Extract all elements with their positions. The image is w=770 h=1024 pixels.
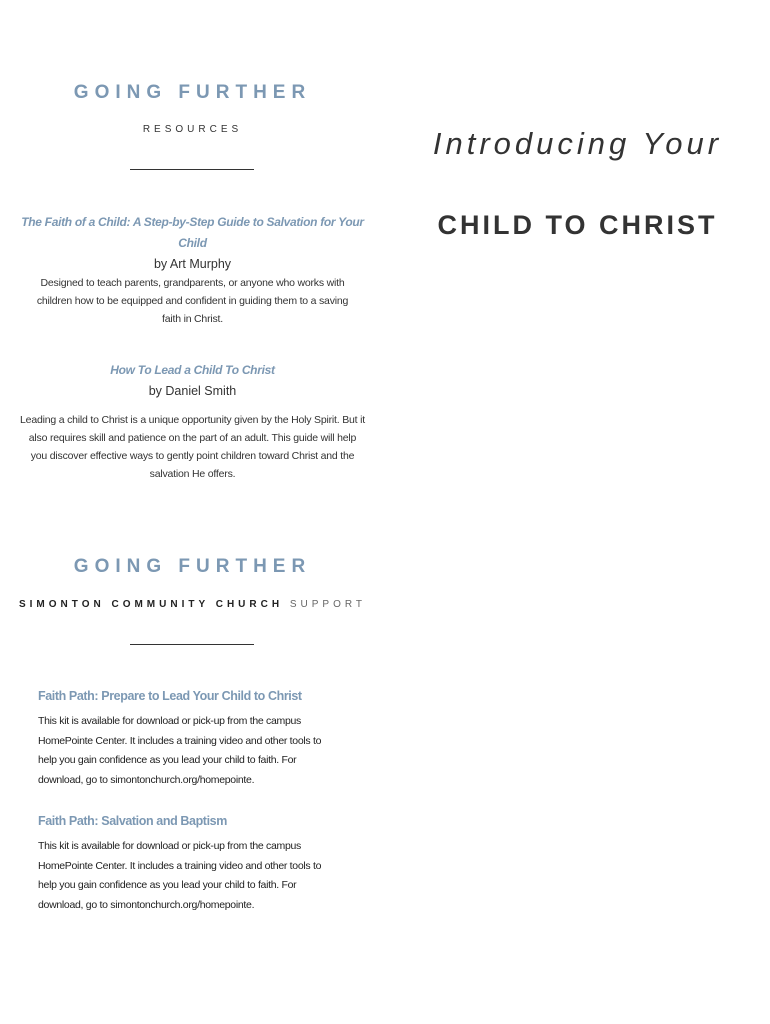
support-label: SUPPORT [289,599,367,610]
resources-divider [130,169,254,170]
support-item-title: Faith Path: Prepare to Lead Your Child to Christ [38,689,302,703]
support-heading: GOING FURTHER [73,556,312,577]
book-author: by Art Murphy [153,257,232,271]
support-item-description: This kit is available for download or pick-up from the campus HomePointe Center. It includes a training video and other tools to help you gain confidence as you lead your child to faith. For download, go to simontonchurch.org/homepointe. [38,840,322,911]
cover-panel [385,0,770,1024]
support-item-title: Faith Path: Salvation and Baptism [38,814,227,828]
support-item-1 [38,686,338,790]
cover-title-line1: Introducing Your [432,126,723,161]
resources-subheading: RESOURCES [142,124,243,135]
book-title: The Faith of a Child: A Step-by-Step Guide to Salvation for Your Child [21,215,364,250]
book-entry-1 [20,212,365,328]
book-author: by Daniel Smith [148,384,237,398]
church-name: SIMONTON COMMUNITY CHURCH [18,599,284,610]
support-subheading [0,599,385,610]
support-item-description: This kit is available for download or pick-up from the campus HomePointe Center. It includes a training video and other tools to help you gain confidence as you lead your child to faith. For download, go to simontonchurch.org/homepointe. [38,715,322,786]
book-entry-2 [20,360,365,483]
support-divider [130,644,254,645]
book-description: Leading a child to Christ is a unique opportunity given by the Holy Spirit. But it also requires skill and patience on the part of an adult. This guide will help you discover effective ways to gently point children toward Christ and the salvation He offers. [20,414,365,480]
resources-heading: GOING FURTHER [73,82,312,103]
book-title: How To Lead a Child To Christ [110,363,275,377]
cover-title-line2: CHILD TO CHRIST [437,210,718,240]
support-item-2 [38,811,338,915]
book-description: Designed to teach parents, grandparents, or anyone who works with children how to be equipped and confident in guiding them to a saving faith in Christ. [36,277,349,325]
